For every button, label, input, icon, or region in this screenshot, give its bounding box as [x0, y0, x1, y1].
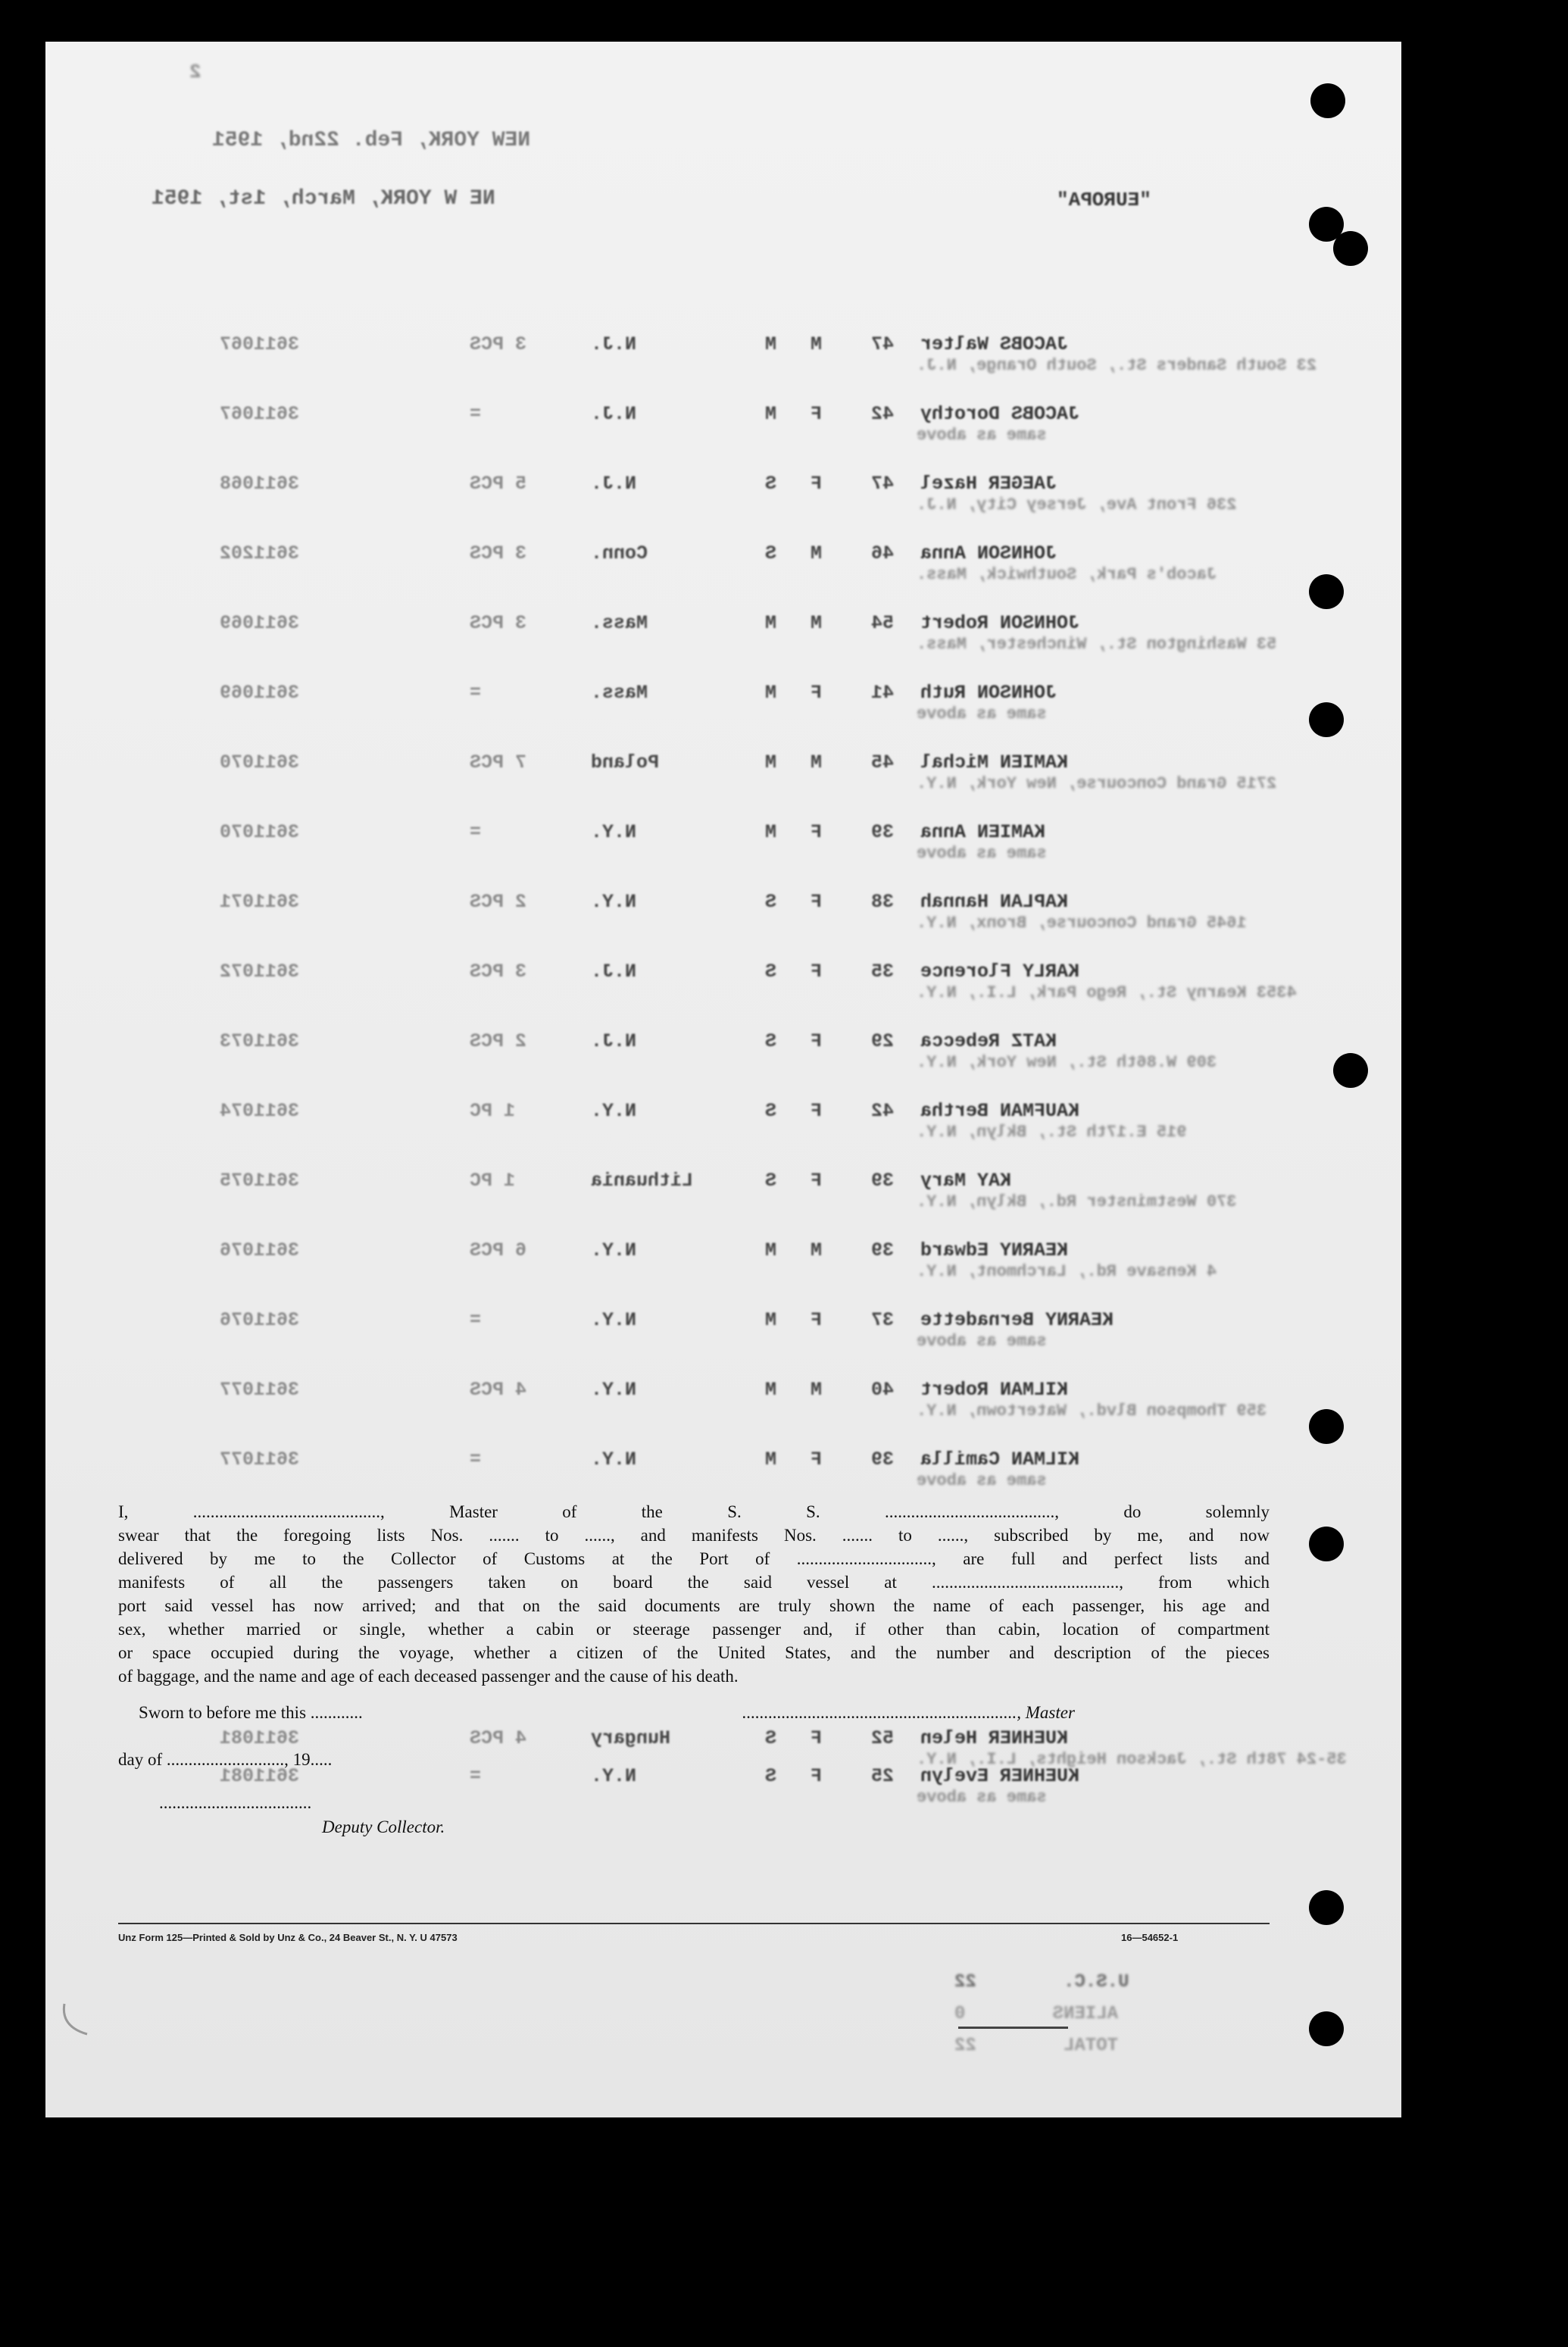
passenger-address: 23 South Sanders St., South Orange, N.J.: [917, 356, 1317, 375]
passenger-number: 3611075: [220, 1170, 300, 1192]
passenger-status: S: [765, 1030, 777, 1052]
oath-line: delivered by me to the Collector of Customs at the Port of ..............................., are full and perfect lists and: [118, 1549, 1270, 1568]
tally-uscitizens: [954, 1972, 1129, 1992]
passenger-age: 40: [871, 1379, 895, 1401]
passenger-sex: M: [811, 333, 823, 355]
passenger-nationality: Mass.: [591, 612, 648, 634]
deputy-collector-label: Deputy Collector.: [322, 1817, 445, 1836]
tally-label: ALIENS: [1052, 2004, 1119, 2024]
passenger-address: 53 Washington St., Winchester, Mass.: [917, 635, 1277, 654]
punch-hole: [1309, 1890, 1344, 1925]
passenger-status: M: [765, 333, 777, 355]
passenger-row: [45, 1030, 1401, 1072]
passenger-baggage: 2 PCS: [470, 1030, 527, 1052]
arrival-line-2: NE W YORK, March, 1st, 1951: [151, 187, 495, 211]
day-of-line: day of ..........................., 19.....: [118, 1750, 333, 1769]
passenger-nationality: N.J.: [591, 473, 637, 495]
passenger-baggage: 7 PCS: [470, 752, 527, 773]
passenger-address: same as above: [917, 426, 1047, 445]
passenger-address: 4 Kensave Rd., Larchmont, N.Y.: [917, 1262, 1217, 1281]
passenger-age: 47: [871, 473, 895, 495]
passenger-status: S: [765, 1727, 777, 1749]
passenger-row: [45, 403, 1401, 445]
passenger-baggage: 4 PCS: [470, 1379, 527, 1401]
passenger-row: [45, 1379, 1401, 1420]
passenger-baggage: 1 PC: [470, 1100, 516, 1122]
passenger-nationality: N.J.: [591, 961, 637, 983]
passenger-baggage: =: [470, 682, 482, 704]
passenger-number: 3611067: [220, 403, 300, 425]
passenger-row: [45, 682, 1401, 723]
passenger-row: [45, 821, 1401, 863]
passenger-baggage: 4 PCS: [470, 1727, 527, 1749]
passenger-sex: M: [811, 1379, 823, 1401]
passenger-nationality: Lithuania: [591, 1170, 694, 1192]
passenger-baggage: =: [470, 1309, 482, 1331]
passenger-age: 52: [871, 1727, 895, 1749]
passenger-address: 4353 Kearny St., Rego Park, L.I., N.Y.: [917, 983, 1297, 1002]
passenger-name: KEARNY Bernadette: [920, 1309, 1114, 1331]
pencil-mark: [57, 1996, 102, 2042]
passenger-address: 309 W.86th St., New York, N.Y.: [917, 1053, 1217, 1072]
tally-value: 22: [954, 2036, 976, 2056]
passenger-row: [45, 891, 1401, 933]
passenger-number: 3611069: [220, 612, 300, 634]
passenger-row: [45, 473, 1401, 514]
passenger-name: JAEGER Hazel: [920, 473, 1057, 495]
passenger-number: 3611076: [220, 1239, 300, 1261]
passenger-baggage: 3 PCS: [470, 542, 527, 564]
passenger-address: 236 Front Ave, Jersey City, N.J.: [917, 495, 1237, 514]
punch-hole: [1333, 231, 1368, 266]
passenger-status: M: [765, 1449, 777, 1470]
passenger-nationality: Hungary: [591, 1727, 671, 1749]
passenger-sex: F: [811, 961, 823, 983]
passenger-sex: F: [811, 821, 823, 843]
passenger-status: M: [765, 1239, 777, 1261]
passenger-row: [45, 612, 1401, 654]
passenger-address: same as above: [917, 705, 1047, 723]
passenger-name: JOHNSON Anna: [920, 542, 1057, 564]
passenger-baggage: 3 PCS: [470, 612, 527, 634]
passenger-sex: M: [811, 612, 823, 634]
footer-rule: [118, 1923, 1270, 1924]
punch-hole: [1309, 2011, 1344, 2046]
passenger-sex: F: [811, 403, 823, 425]
passenger-address: Jacob's Park, Southwick, Mass.: [917, 565, 1217, 584]
tally-label: TOTAL: [1064, 2036, 1119, 2056]
passenger-name: JOHNSON Robert: [920, 612, 1080, 634]
passenger-sex: M: [811, 1239, 823, 1261]
passenger-age: 42: [871, 403, 895, 425]
form-info: Unz Form 125—Printed & Sold by Unz & Co., 24 Beaver St., N. Y. U 47573: [118, 1932, 458, 1943]
passenger-age: 45: [871, 752, 895, 773]
passenger-row: [45, 1309, 1401, 1351]
passenger-status: S: [765, 1100, 777, 1122]
passenger-address: same as above: [917, 1788, 1047, 1807]
passenger-age: 39: [871, 1239, 895, 1261]
passenger-sex: F: [811, 1100, 823, 1122]
passenger-address: 35-24 78th St., Jackson Heights, L.I., N.Y.: [917, 1750, 1347, 1769]
passenger-sex: F: [811, 1030, 823, 1052]
passenger-baggage: 5 PCS: [470, 473, 527, 495]
passenger-age: 37: [871, 1309, 895, 1331]
passenger-age: 47: [871, 333, 895, 355]
tally-rule: [958, 2027, 1068, 2029]
oath-line: sex, whether married or single, whether a cabin or steerage passenger and, if other than cabin, location of compartment: [118, 1620, 1270, 1639]
passenger-status: S: [765, 961, 777, 983]
tally-value: 0: [954, 2004, 966, 2024]
passenger-name: KILMAN Robert: [920, 1379, 1069, 1401]
passenger-row: [45, 1170, 1401, 1211]
passenger-address: same as above: [917, 844, 1047, 863]
passenger-name: KARLY Florence: [920, 961, 1080, 983]
passenger-name: KAPLAN Hannah: [920, 891, 1069, 913]
passenger-name: KAMIEN Anna: [920, 821, 1046, 843]
passenger-status: M: [765, 752, 777, 773]
oath-line: or space occupied during the voyage, whether a citizen of the United States, and the number and description of the pieces: [118, 1643, 1270, 1662]
passenger-nationality: N.Y.: [591, 1239, 637, 1261]
oath-line: swear that the foregoing lists Nos. ....... to ......, and manifests Nos. ....... to ......, subscribed by me, and now: [118, 1526, 1270, 1545]
passenger-address: 1645 Grand Concourse, Bronx, N.Y.: [917, 914, 1247, 933]
passenger-nationality: N.Y.: [591, 1765, 637, 1787]
passenger-number: 3611070: [220, 821, 300, 843]
passenger-nationality: Mass.: [591, 682, 648, 704]
passenger-row: [45, 542, 1401, 584]
oath-line: of baggage, and the name and age of each deceased passenger and the cause of his death.: [118, 1667, 739, 1686]
passenger-status: S: [765, 891, 777, 913]
passenger-nationality: N.Y.: [591, 1449, 637, 1470]
passenger-nationality: N.Y.: [591, 1379, 637, 1401]
passenger-number: 3611071: [220, 891, 300, 913]
passenger-name: KAUFMAN Bertha: [920, 1100, 1080, 1122]
passenger-sex: F: [811, 1765, 823, 1787]
passenger-baggage: =: [470, 821, 482, 843]
passenger-status: M: [765, 1379, 777, 1401]
passenger-number: 3611069: [220, 682, 300, 704]
passenger-nationality: N.J.: [591, 403, 637, 425]
passenger-address: same as above: [917, 1332, 1047, 1351]
passenger-sex: M: [811, 752, 823, 773]
arrival-line-1: NEW YORK, Feb. 22nd, 1951: [212, 129, 531, 152]
page-number: 2: [189, 61, 201, 83]
passenger-sex: F: [811, 891, 823, 913]
oath-text: [118, 1500, 1270, 1688]
passenger-row: [45, 333, 1401, 375]
passenger-name: KILMAN Camilla: [920, 1449, 1080, 1470]
oath-line: I, ..........................................., Master of the S. S. ......................................., do solemnly: [118, 1502, 1270, 1521]
passenger-sex: F: [811, 1449, 823, 1470]
passenger-name: JACOBS Dorothy: [920, 403, 1080, 425]
passenger-number: 3611073: [220, 1030, 300, 1052]
passenger-nationality: Conn.: [591, 542, 648, 564]
passenger-sex: M: [811, 542, 823, 564]
master-line: ..............................................................., Master: [742, 1703, 1075, 1722]
passenger-status: S: [765, 1170, 777, 1192]
passenger-number: 3611070: [220, 752, 300, 773]
passenger-number: 3611081: [220, 1765, 300, 1787]
passenger-baggage: 3 PCS: [470, 961, 527, 983]
passenger-number: 3611077: [220, 1449, 300, 1470]
passenger-nationality: N.Y.: [591, 821, 637, 843]
ship-name: "EUROPA": [1057, 189, 1151, 211]
passenger-baggage: 2 PCS: [470, 891, 527, 913]
passenger-age: 39: [871, 821, 895, 843]
passenger-sex: F: [811, 1727, 823, 1749]
passenger-nationality: N.J.: [591, 333, 637, 355]
passenger-age: 39: [871, 1449, 895, 1470]
passenger-name: JACOBS Walter: [920, 333, 1069, 355]
passenger-status: S: [765, 1765, 777, 1787]
punch-hole: [1310, 83, 1345, 118]
passenger-status: S: [765, 473, 777, 495]
passenger-nationality: N.J.: [591, 1030, 637, 1052]
passenger-sex: F: [811, 1170, 823, 1192]
passenger-row: [45, 1449, 1401, 1490]
passenger-age: 29: [871, 1030, 895, 1052]
passenger-age: 39: [871, 1170, 895, 1192]
passenger-number: 3611077: [220, 1379, 300, 1401]
passenger-sex: F: [811, 1309, 823, 1331]
passenger-number: 3611068: [220, 473, 300, 495]
passenger-age: 42: [871, 1100, 895, 1122]
manifest-page: [45, 42, 1401, 2117]
passenger-name: JOHNSON Ruth: [920, 682, 1057, 704]
passenger-nationality: N.Y.: [591, 1100, 637, 1122]
passenger-sex: F: [811, 682, 823, 704]
passenger-nationality: Poland: [591, 752, 660, 773]
passenger-age: 25: [871, 1765, 895, 1787]
passenger-number: 3611202: [220, 542, 300, 564]
oath-line: port said vessel has now arrived; and that on the said documents are truly shown the name of each passenger, his age and: [118, 1596, 1270, 1615]
passenger-baggage: =: [470, 1449, 482, 1470]
sworn-line: Sworn to before me this ............: [139, 1703, 363, 1722]
passenger-name: KUEHNER Helen: [920, 1727, 1069, 1749]
passenger-name: KEARNY Edward: [920, 1239, 1069, 1261]
collector-line: ...................................: [159, 1793, 312, 1812]
passenger-age: 35: [871, 961, 895, 983]
passenger-status: M: [765, 403, 777, 425]
passenger-age: 38: [871, 891, 895, 913]
passenger-status: S: [765, 542, 777, 564]
passenger-age: 54: [871, 612, 895, 634]
passenger-status: M: [765, 682, 777, 704]
passenger-age: 41: [871, 682, 895, 704]
passenger-sex: F: [811, 473, 823, 495]
passenger-name: KAY Mary: [920, 1170, 1012, 1192]
passenger-name: KATZ Rebecca: [920, 1030, 1057, 1052]
passenger-age: 46: [871, 542, 895, 564]
passenger-address: 915 E.17th St., Bklyn, N.Y.: [917, 1123, 1187, 1142]
passenger-address: 370 Westminster Rd., Bklyn, N.Y.: [917, 1192, 1237, 1211]
oath-line: manifests of all the passengers taken on board the said vessel at ..........................................., from which: [118, 1573, 1270, 1592]
tally-aliens: [954, 2004, 1118, 2024]
passenger-row: [45, 752, 1401, 793]
tally-total: [954, 2036, 1118, 2056]
passenger-name: KUEHNER Evelyn: [920, 1765, 1080, 1787]
passenger-number: 3611072: [220, 961, 300, 983]
passenger-nationality: N.Y.: [591, 1309, 637, 1331]
passenger-number: 3611076: [220, 1309, 300, 1331]
passenger-address: 359 Thompson Blvd., Watertown, N.Y.: [917, 1402, 1267, 1420]
passenger-row: [45, 961, 1401, 1002]
punch-hole: [1309, 1527, 1344, 1561]
tally-label: U.S.C.: [1064, 1972, 1129, 1992]
passenger-status: M: [765, 612, 777, 634]
passenger-baggage: 3 PCS: [470, 333, 527, 355]
passenger-number: 3611074: [220, 1100, 300, 1122]
passenger-name: KAMIEN Michal: [920, 752, 1069, 773]
passenger-number: 3611067: [220, 333, 300, 355]
passenger-status: M: [765, 821, 777, 843]
tally-value: 22: [954, 1972, 976, 1992]
form-code: 16—54652-1: [1121, 1932, 1179, 1943]
passenger-row: [45, 1100, 1401, 1142]
passenger-address: 2715 Grand Concourse, New York, N.Y.: [917, 774, 1277, 793]
passenger-row: [45, 1239, 1401, 1281]
passenger-status: M: [765, 1309, 777, 1331]
passenger-number: 3611081: [220, 1727, 300, 1749]
passenger-nationality: N.Y.: [591, 891, 637, 913]
passenger-baggage: =: [470, 403, 482, 425]
passenger-address: same as above: [917, 1471, 1047, 1490]
passenger-baggage: 6 PCS: [470, 1239, 527, 1261]
passenger-baggage: =: [470, 1765, 482, 1787]
passenger-baggage: 1 PC: [470, 1170, 516, 1192]
